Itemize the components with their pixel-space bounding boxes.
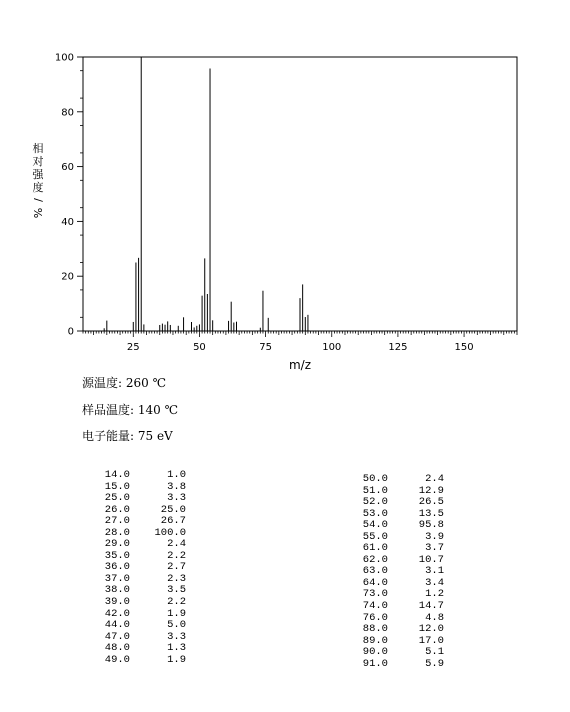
intensity-value: 1.9 [167,607,186,620]
intensity-value: 2.7 [167,561,186,574]
table-row [340,497,444,509]
y-tick-label: 0 [67,326,74,338]
mz-value: 88.0 [362,623,388,636]
intensity-value: 2.2 [167,549,186,562]
y-tick-label: 20 [61,271,74,283]
plot-frame [83,57,517,331]
mz-value: 39.0 [104,596,130,609]
intensity-value: 1.0 [167,469,186,481]
mz-value: 89.0 [362,634,388,647]
mz-value: 53.0 [362,507,388,520]
intensity-value: 3.3 [167,630,186,643]
mz-value: 62.0 [362,553,388,566]
intensity-value: 26.7 [160,515,186,528]
intensity-value: 95.8 [418,519,444,532]
peak-table-left [82,470,186,666]
y-tick-label: 60 [61,162,74,174]
intensity-value: 3.4 [425,576,444,589]
intensity-value: 2.3 [167,572,186,585]
intensity-value: 12.9 [418,484,444,497]
intensity-value: 14.7 [418,600,444,613]
intensity-value: 1.3 [167,642,186,655]
x-tick-label: 75 [259,342,272,353]
mz-value: 90.0 [362,646,388,659]
table-row [82,493,186,505]
mz-value: 52.0 [362,496,388,509]
mz-value: 47.0 [104,630,130,643]
mz-value: 64.0 [362,576,388,589]
sample-temperature: 样品温度: 140 ℃ [82,403,179,417]
table-row [82,620,186,632]
y-axis-label-char: 度 [32,181,44,194]
table-row [82,516,186,528]
mz-value: 48.0 [104,642,130,655]
mz-value: 91.0 [362,657,388,670]
mz-value: 50.0 [362,473,388,485]
table-row [82,655,186,667]
intensity-value: 1.2 [425,588,444,601]
table-row [340,474,444,486]
table-row [340,659,444,671]
mz-value: 38.0 [104,584,130,597]
mz-value: 14.0 [104,469,130,481]
y-axis-label-char: 相 [32,142,44,155]
mz-value: 29.0 [104,538,130,551]
intensity-value: 17.0 [418,634,444,647]
y-tick-label: 80 [61,107,74,119]
mz-value: 44.0 [104,619,130,632]
intensity-value: 1.9 [167,653,186,666]
intensity-value: 3.5 [167,584,186,597]
intensity-value: 3.8 [167,480,186,493]
mz-value: 27.0 [104,515,130,528]
x-axis-label: m/z [288,358,312,372]
x-tick-label: 25 [126,342,140,353]
x-tick-label: 100 [322,342,342,353]
mz-value: 74.0 [362,600,388,613]
mz-value: 37.0 [104,572,130,585]
x-tick-label: 125 [388,342,408,353]
table-row [340,624,444,636]
intensity-value: 5.1 [425,646,444,659]
intensity-value: 100.0 [154,526,186,539]
intensity-value: 2.2 [167,596,186,609]
y-axis-label-char: 强 [32,168,44,181]
mz-value: 63.0 [362,565,388,578]
y-axis-label-char: % [32,207,45,219]
intensity-value: 13.5 [418,507,444,520]
intensity-value: 10.7 [418,553,444,566]
table-row [340,601,444,613]
mz-value: 73.0 [362,588,388,601]
y-tick-label: 40 [61,216,74,228]
mz-value: 54.0 [362,519,388,532]
mz-value: 55.0 [362,530,388,543]
mz-value: 25.0 [104,492,130,505]
intensity-value: 2.4 [425,473,444,485]
intensity-value: 3.9 [425,530,444,543]
y-axis-label-char: / [32,198,45,202]
source-temperature: 源温度: 260 ℃ [82,376,167,390]
y-tick-label: 100 [54,52,74,64]
mz-value: 26.0 [104,503,130,516]
x-tick-label: 150 [454,342,474,353]
mz-value: 49.0 [104,653,130,666]
x-tick-label: 50 [193,342,206,353]
mz-value: 51.0 [362,484,388,497]
intensity-value: 5.9 [425,657,444,670]
mz-value: 61.0 [362,542,388,555]
y-axis-label-char: 对 [32,155,44,168]
mz-value: 35.0 [104,549,130,562]
mz-value: 28.0 [104,526,130,539]
table-row [82,470,186,482]
intensity-value: 12.0 [418,623,444,636]
intensity-value: 3.1 [425,565,444,578]
intensity-value: 3.7 [425,542,444,555]
intensity-value: 5.0 [167,619,186,632]
mz-value: 76.0 [362,611,388,624]
mz-value: 42.0 [104,607,130,620]
table-row [82,597,186,609]
intensity-value: 3.3 [167,492,186,505]
electron-energy: 电子能量: 75 eV [82,429,173,443]
intensity-value: 26.5 [418,496,444,509]
table-row [340,520,444,532]
intensity-value: 2.4 [167,538,186,551]
mz-value: 15.0 [104,480,130,493]
intensity-value: 4.8 [425,611,444,624]
intensity-value: 25.0 [160,503,186,516]
peak-table-right [340,474,444,670]
mz-value: 36.0 [104,561,130,574]
